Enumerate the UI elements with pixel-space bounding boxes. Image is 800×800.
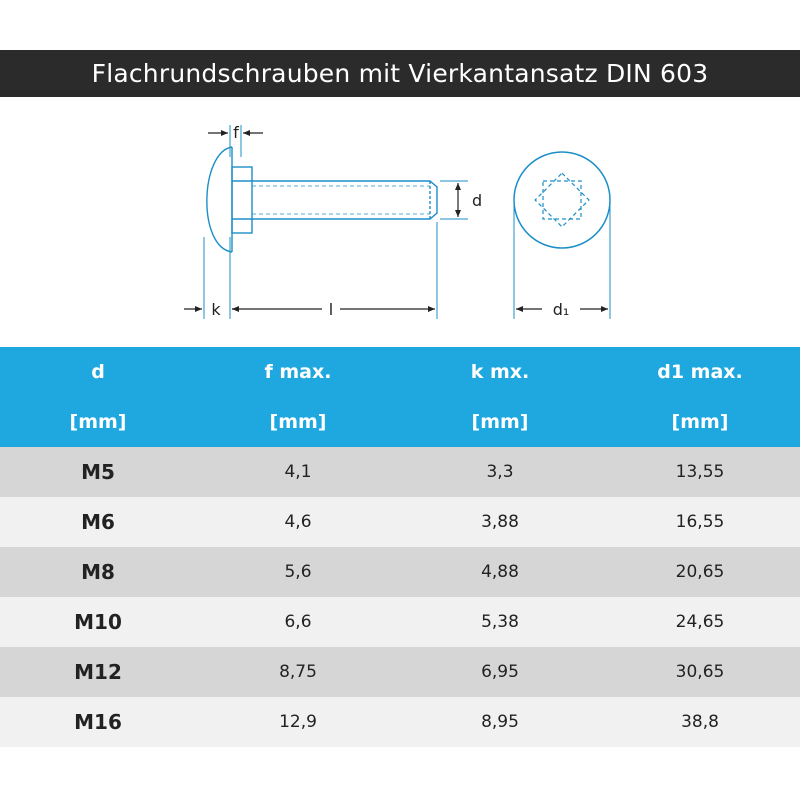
size-cell: M8	[81, 560, 115, 584]
square-neck	[232, 167, 252, 233]
value-cell: 24,65	[675, 612, 725, 632]
size-cell: M12	[74, 660, 122, 684]
size-cell: M5	[81, 460, 115, 484]
head-top-view	[514, 152, 610, 248]
header-cell: d1 max.	[657, 361, 743, 383]
value-cell: 4,6	[284, 512, 312, 532]
header-cell: f max.	[264, 361, 332, 383]
screw-shaft	[252, 181, 437, 219]
value-cell: 6,6	[284, 612, 312, 632]
value-cell: 38,8	[681, 712, 719, 732]
header-cell: k mx.	[470, 361, 530, 383]
table-row	[0, 647, 800, 697]
value-cell: 8,95	[481, 712, 519, 732]
table-row	[0, 497, 800, 547]
size-cell: M16	[74, 710, 122, 734]
dimensions-table	[0, 347, 800, 747]
value-cell: 4,1	[284, 462, 312, 482]
screw-head	[207, 147, 232, 252]
value-cell: 12,9	[279, 712, 317, 732]
unit-cell: [mm]	[69, 411, 127, 433]
value-cell: 16,55	[675, 512, 725, 532]
unit-cell: [mm]	[671, 411, 729, 433]
table-unit-row	[0, 397, 800, 447]
unit-cell: [mm]	[471, 411, 529, 433]
value-cell: 8,75	[279, 662, 317, 682]
value-cell: 6,95	[481, 662, 519, 682]
header-cell: d	[91, 361, 105, 383]
table-row	[0, 697, 800, 747]
value-cell: 3,3	[486, 462, 514, 482]
value-cell: 13,55	[675, 462, 725, 482]
dimension-label-f: f	[233, 123, 239, 142]
dimension-label-d1: d₁	[552, 300, 570, 319]
table-header-row	[0, 347, 800, 397]
table-row	[0, 447, 800, 497]
table-row	[0, 547, 800, 597]
value-cell: 30,65	[675, 662, 725, 682]
dimension-label-d: d	[472, 191, 483, 210]
table-row	[0, 597, 800, 647]
dimension-label-l: l	[328, 300, 334, 319]
dimension-label-k: k	[211, 300, 221, 319]
size-cell: M10	[74, 610, 122, 634]
value-cell: 5,38	[481, 612, 519, 632]
technical-drawing	[0, 97, 800, 347]
value-cell: 4,88	[481, 562, 519, 582]
value-cell: 3,88	[481, 512, 519, 532]
title-bar	[0, 50, 800, 97]
size-cell: M6	[81, 510, 115, 534]
page-title: Flachrundschrauben mit Vierkantansatz DIN 603	[91, 59, 709, 88]
value-cell: 20,65	[675, 562, 725, 582]
value-cell: 5,6	[284, 562, 312, 582]
unit-cell: [mm]	[269, 411, 327, 433]
